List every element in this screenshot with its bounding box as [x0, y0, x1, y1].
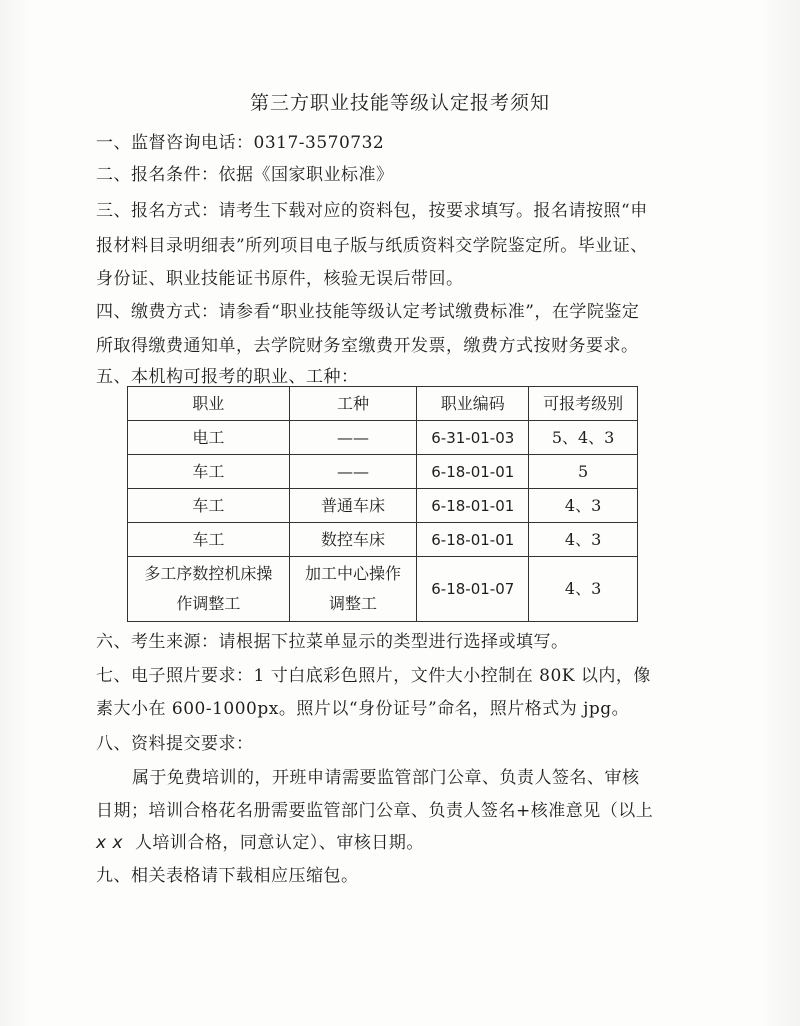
cell-code: 6-18-01-07 — [417, 557, 529, 622]
item-4-line-1: 四、缴费方式：请参看“职业技能等级认定考试缴费标准”，在学院鉴定 — [96, 302, 640, 322]
cell-occupation: 车工 — [128, 489, 290, 523]
cell-occupation-line-1: 多工序数控机床操 — [144, 564, 273, 583]
item-8-line-2: 日期；培训合格花名册需要监管部门公章、负责人签名+核准意见（以上 — [96, 801, 654, 821]
cell-code: 6-18-01-01 — [417, 455, 529, 489]
cell-type: —— — [289, 455, 417, 489]
cell-occupation: 电工 — [128, 421, 290, 455]
item-3-line-1: 三、报名方式：请考生下载对应的资料包，按要求填写。报名请按照“申 — [96, 201, 648, 221]
cell-occupation: 车工 — [128, 523, 290, 557]
table-row — [128, 523, 638, 557]
cell-code: 6-31-01-03 — [417, 421, 529, 455]
cell-type-line-2: 调整工 — [329, 594, 378, 613]
table-row — [128, 421, 638, 455]
cell-type — [289, 557, 417, 622]
cell-levels: 4、3 — [529, 523, 638, 557]
cell-levels: 5、4、3 — [529, 421, 638, 455]
item-3-line-3: 身份证、职业技能证书原件，核验无误后带回。 — [96, 269, 464, 289]
table-header-row — [128, 387, 638, 421]
header-levels: 可报考级别 — [529, 387, 638, 421]
item-5-heading: 五、本机构可报考的职业、工种： — [96, 367, 359, 387]
placeholder-marks: x x — [96, 833, 124, 853]
table-row — [128, 455, 638, 489]
item-3-line-2: 报材料目录明细表”所列项目电子版与纸质资料交学院鉴定所。毕业证、 — [96, 236, 648, 256]
cell-levels: 5 — [529, 455, 638, 489]
item-8-line-3-text: 人培训合格，同意认定）、审核日期。 — [134, 833, 424, 853]
item-6-source: 六、考生来源：请根据下拉菜单显示的类型进行选择或填写。 — [96, 632, 569, 652]
item-8-line-1: 属于免费培训的，开班申请需要监管部门公章、负责人签名、审核 — [132, 768, 640, 788]
item-8-heading: 八、资料提交要求： — [96, 734, 254, 754]
cell-levels: 4、3 — [529, 557, 638, 622]
cell-occupation-line-2: 作调整工 — [176, 594, 241, 613]
item-7-line-1: 七、电子照片要求：1 寸白底彩色照片，文件大小控制在 80K 以内，像 — [96, 666, 651, 686]
cell-code: 6-18-01-01 — [417, 489, 529, 523]
cell-code: 6-18-01-01 — [417, 523, 529, 557]
occupation-table — [127, 386, 638, 622]
header-type: 工种 — [289, 387, 417, 421]
item-9-download: 九、相关表格请下载相应压缩包。 — [96, 866, 359, 886]
item-4-line-2: 所取得缴费通知单，去学院财务室缴费开发票，缴费方式按财务要求。 — [96, 336, 639, 356]
item-1-hotline: 一、监督咨询电话：0317-3570732 — [96, 133, 385, 153]
document-title: 第三方职业技能等级认定报考须知 — [249, 92, 550, 114]
cell-occupation: 车工 — [128, 455, 290, 489]
item-8-line-3 — [96, 828, 424, 853]
cell-occupation — [128, 557, 290, 622]
cell-type: 普通车床 — [289, 489, 417, 523]
table-row — [128, 557, 638, 622]
table-row — [128, 489, 638, 523]
cell-levels: 4、3 — [529, 489, 638, 523]
item-2-conditions: 二、报名条件：依据《国家职业标准》 — [96, 165, 394, 185]
header-code: 职业编码 — [417, 387, 529, 421]
header-occupation: 职业 — [128, 387, 290, 421]
cell-type: —— — [289, 421, 417, 455]
cell-type: 数控车床 — [289, 523, 417, 557]
cell-type-line-1: 加工中心操作 — [305, 564, 402, 583]
item-7-line-2: 素大小在 600-1000px。照片以“身份证号”命名，照片格式为 jpg。 — [96, 699, 630, 719]
